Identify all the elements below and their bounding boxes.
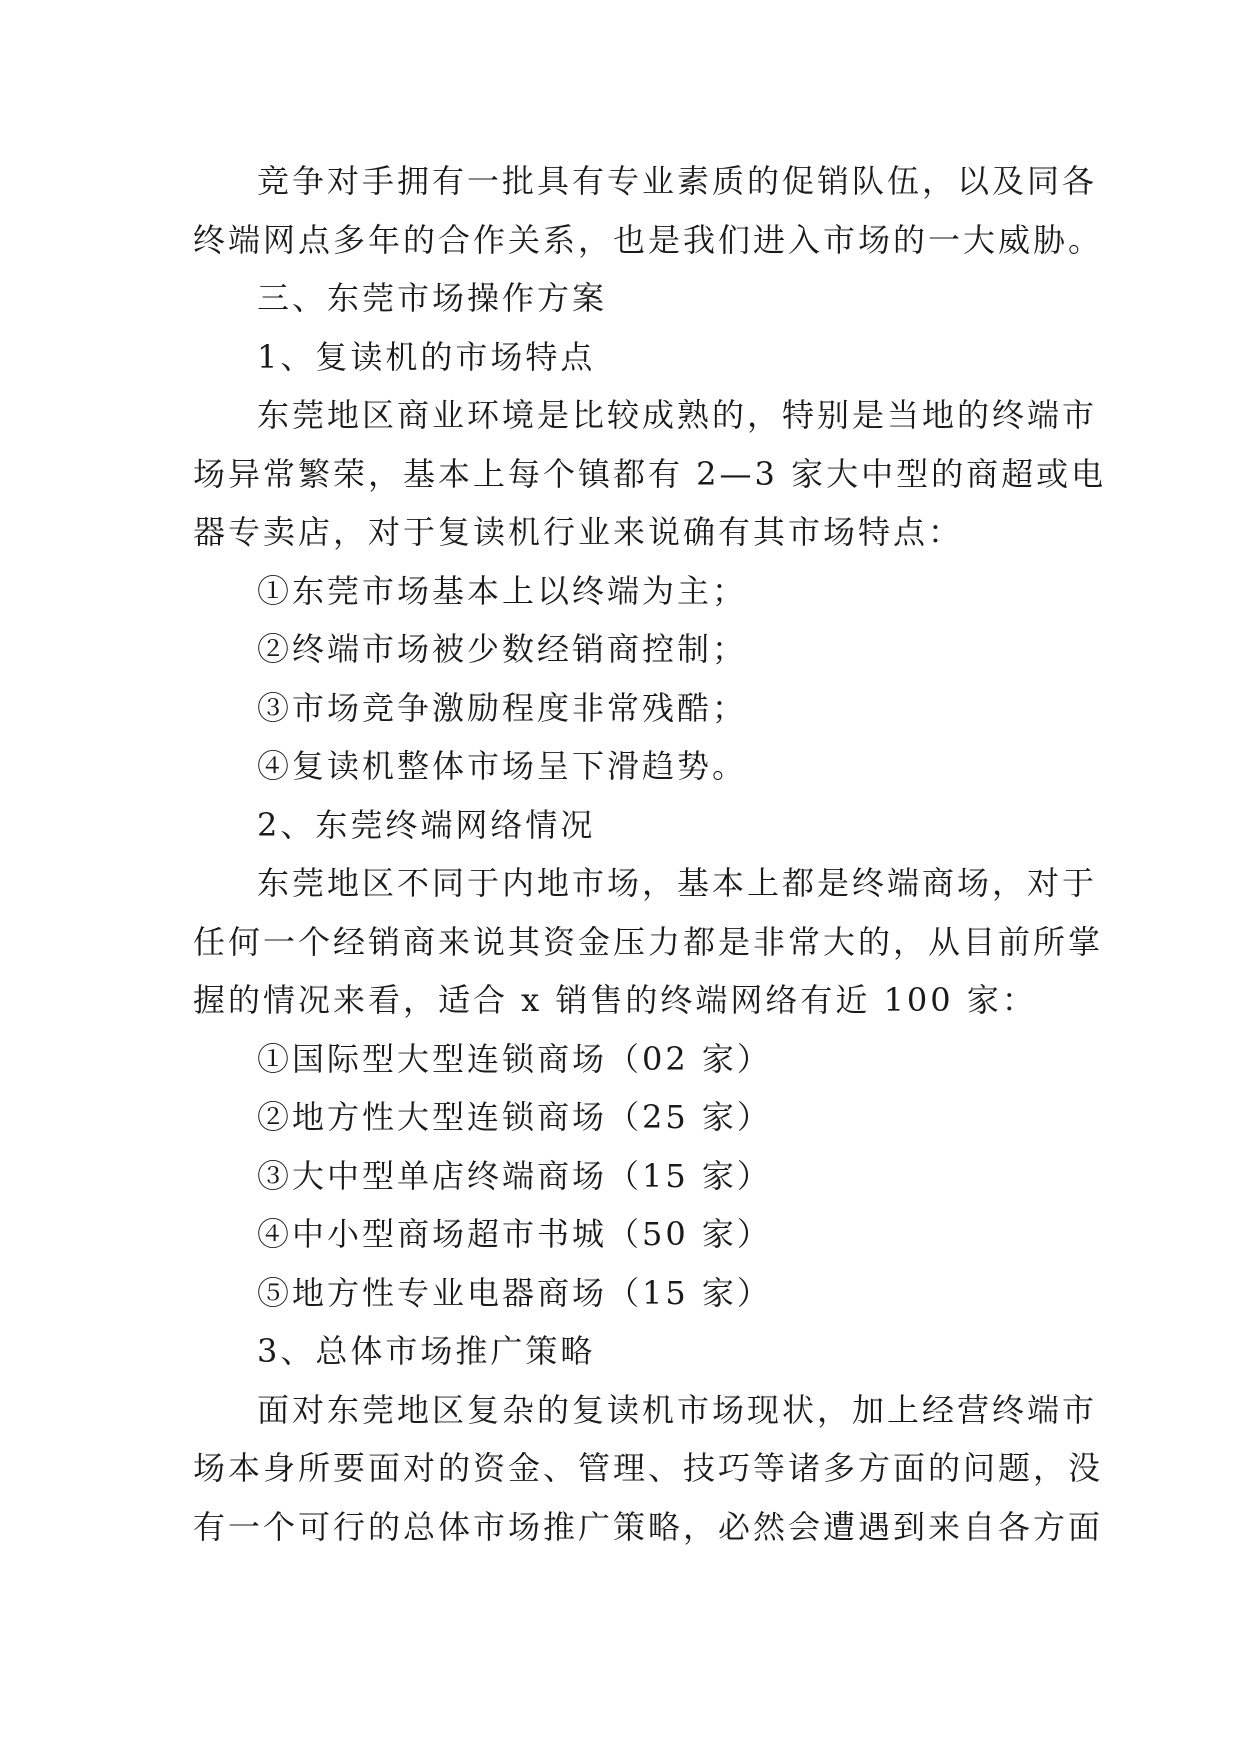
subsection-heading: 1、复读机的市场特点 — [257, 337, 596, 376]
subsection-heading: 2、东莞终端网络情况 — [257, 805, 596, 844]
list-item: ①国际型大型连锁商场（02 家） — [257, 1039, 772, 1078]
list-item: ②地方性大型连锁商场（25 家） — [257, 1098, 772, 1136]
paragraph-line: 东莞地区商业环境是比较成熟的，特别是当地的终端市 — [257, 396, 1098, 434]
paragraph-line: 器专卖店，对于复读机行业来说确有其市场特点： — [193, 513, 964, 551]
paragraph-line: 东莞地区不同于内地市场，基本上都是终端商场，对于 — [257, 864, 1098, 902]
paragraph-line: 面对东莞地区复杂的复读机市场现状，加上经营终端市 — [257, 1390, 1098, 1429]
paragraph-line: 任何一个经销商来说其资金压力都是非常大的，从目前所掌 — [193, 922, 1104, 961]
paragraph-line: 场本身所要面对的资金、管理、技巧等诸多方面的问题，没 — [193, 1449, 1104, 1487]
subsection-heading: 3、总体市场推广策略 — [257, 1332, 596, 1370]
paragraph-line: 竞争对手拥有一批具有专业素质的促销队伍，以及同各 — [257, 162, 1098, 200]
list-item: ⑤地方性专业电器商场（15 家） — [257, 1273, 772, 1312]
list-item: ④复读机整体市场呈下滑趋势。 — [257, 747, 748, 785]
paragraph-line: 场异常繁荣，基本上每个镇都有 2—3 家大中型的商超或电 — [193, 454, 1107, 493]
document-body — [193, 152, 1107, 1556]
list-item: ③大中型单店终端商场（15 家） — [257, 1156, 772, 1195]
list-item: ②终端市场被少数经销商控制； — [257, 630, 748, 668]
section-heading: 三、东莞市场操作方案 — [257, 279, 608, 317]
list-item: ③市场竞争激励程度非常残酷； — [257, 688, 748, 727]
paragraph-line: 终端网点多年的合作关系，也是我们进入市场的一大威胁。 — [193, 220, 1104, 259]
paragraph-line: 有一个可行的总体市场推广策略，必然会遭遇到来自各方面 — [193, 1507, 1104, 1546]
list-item: ①东莞市场基本上以终端为主； — [257, 571, 748, 610]
paragraph-line: 握的情况来看，适合 x 销售的终端网络有近 100 家： — [193, 981, 1037, 1019]
list-item: ④中小型商场超市书城（50 家） — [257, 1215, 772, 1253]
